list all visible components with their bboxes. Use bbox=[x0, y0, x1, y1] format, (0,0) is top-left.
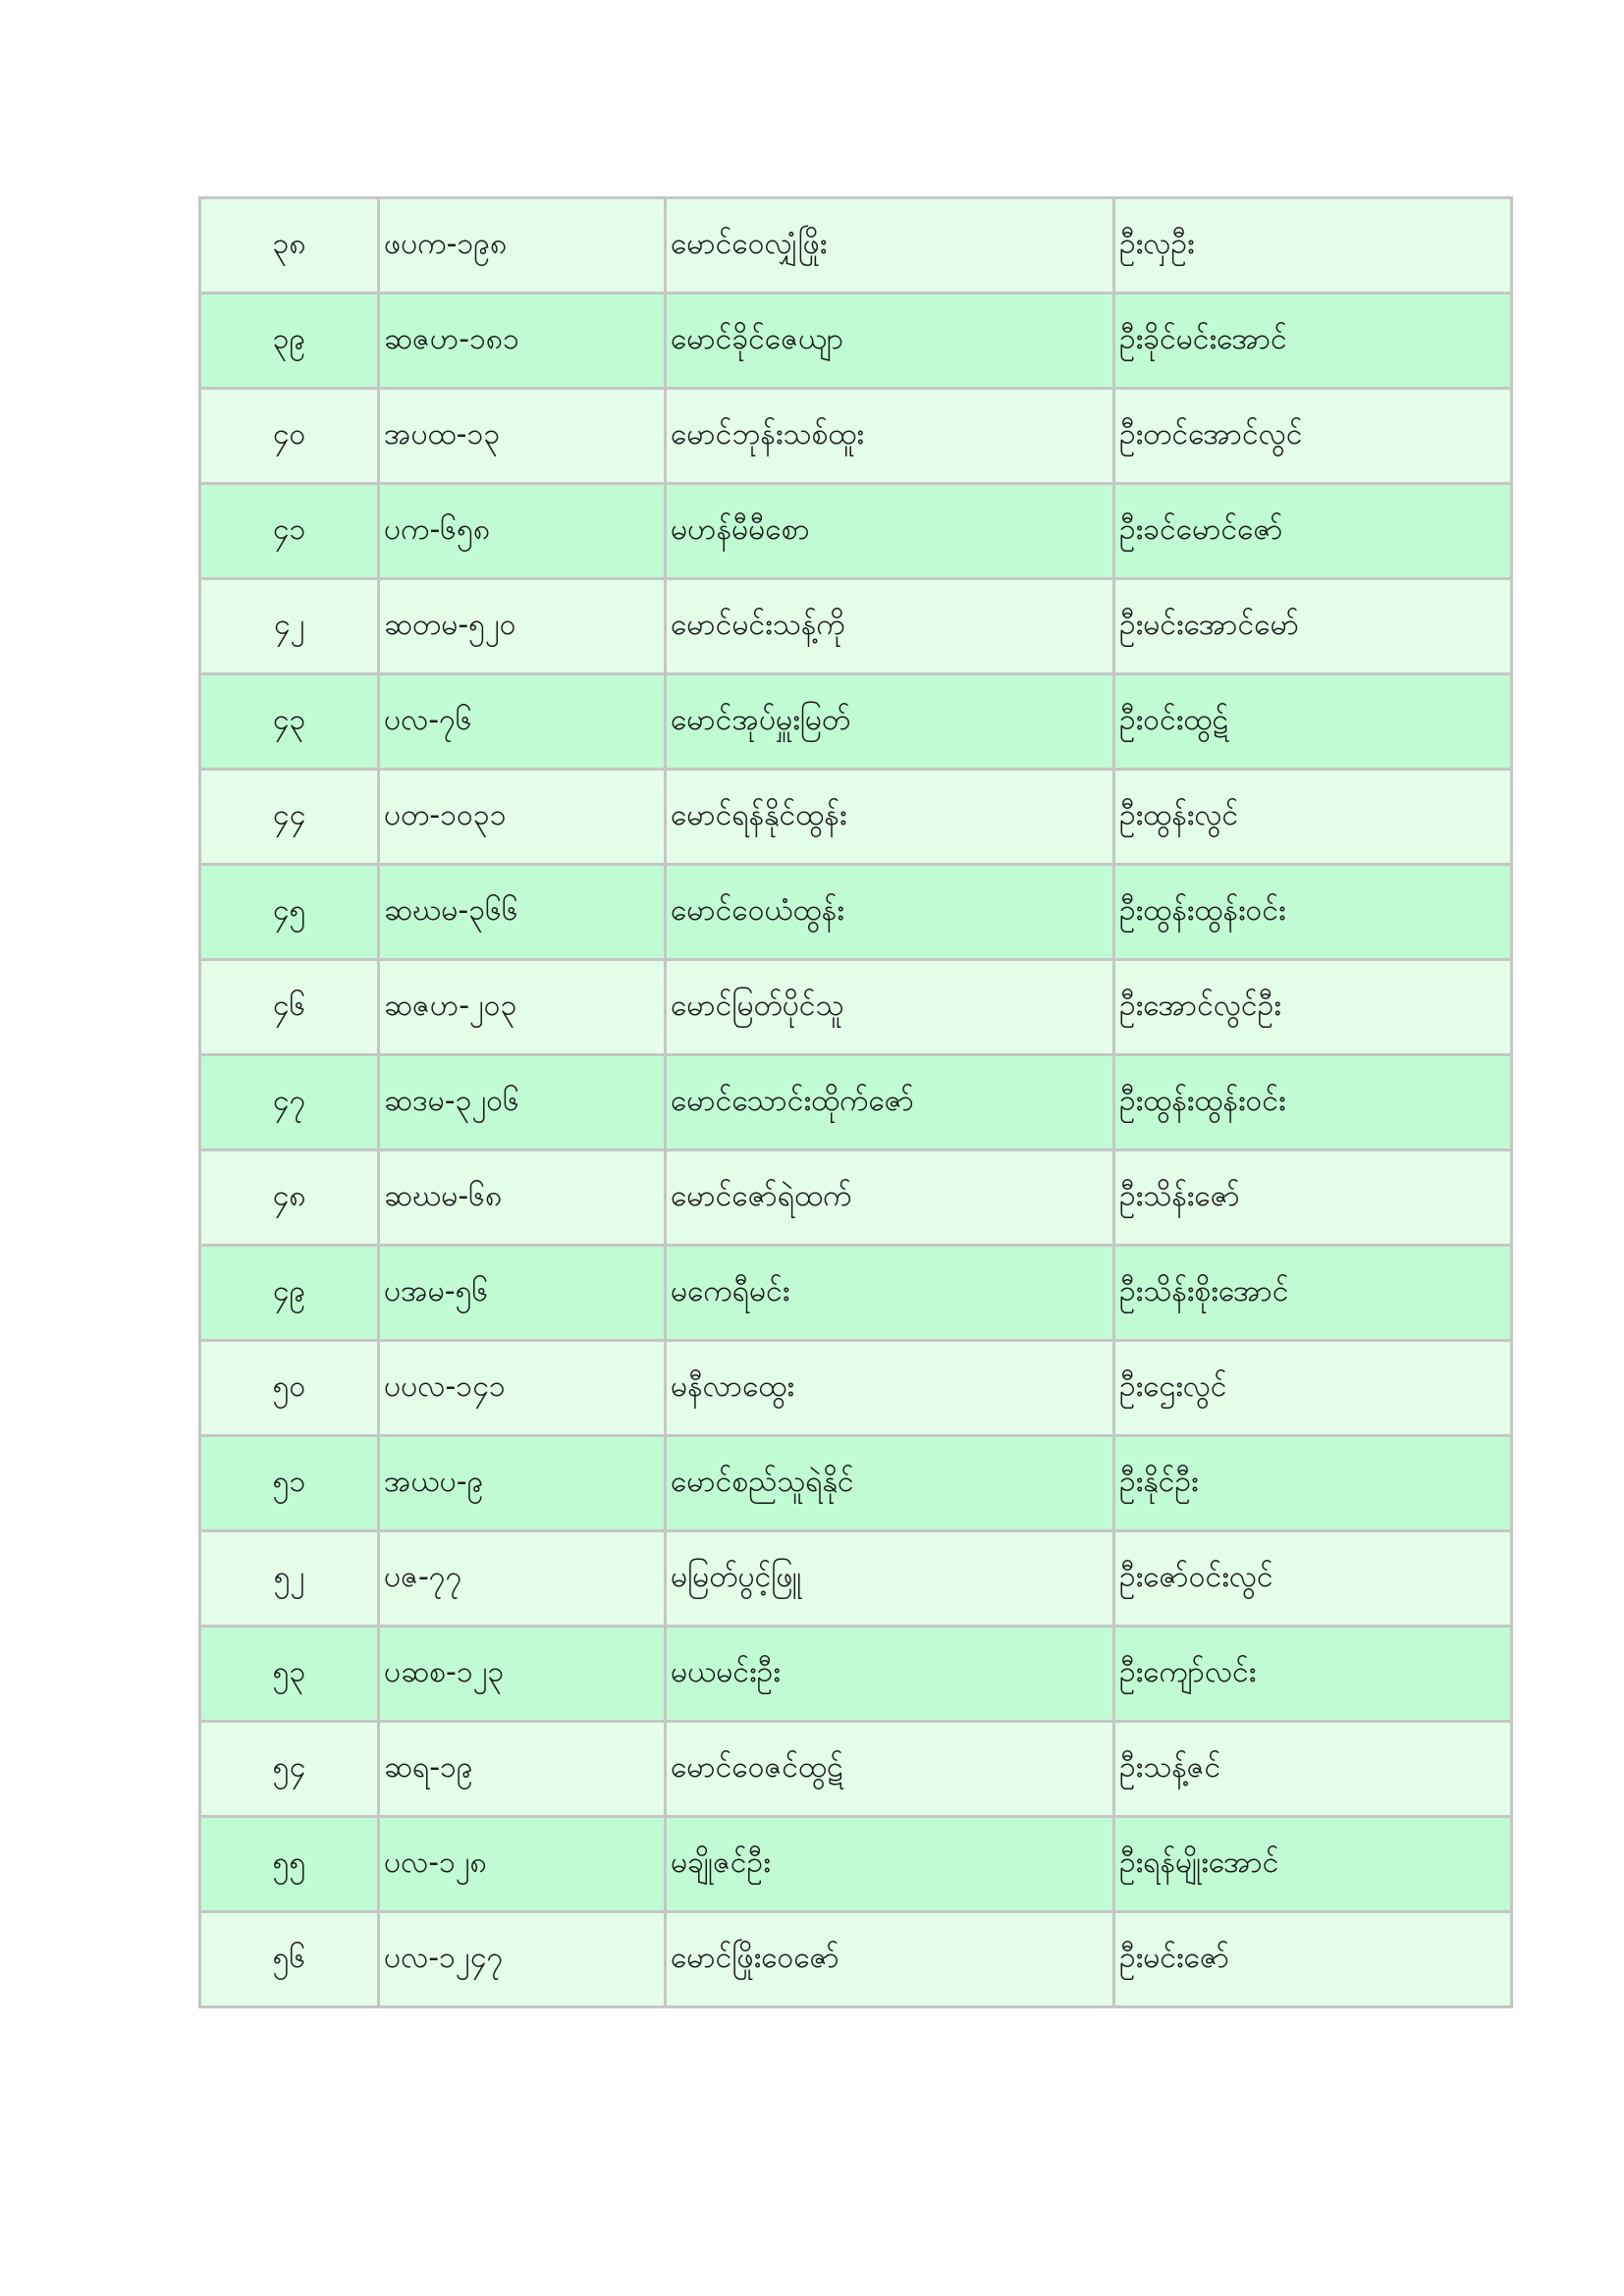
id-code-cell: ပလ-၁၂၈ bbox=[379, 1817, 666, 1912]
table-row bbox=[200, 1627, 1512, 1722]
id-code-cell: ဆဃမ-၃၆၆ bbox=[379, 865, 666, 960]
id-code-cell: ပပလ-၁၄၁ bbox=[379, 1341, 666, 1436]
id-code-cell: ဆတမ-၅၂၀ bbox=[379, 579, 666, 674]
row-number-cell: ၃၉ bbox=[200, 294, 379, 389]
father-name-cell: ဦးထွန်းလွင် bbox=[1114, 770, 1512, 865]
father-name-cell: ဦးသိန်းဇော် bbox=[1114, 1150, 1512, 1246]
father-name-cell: ဦးခင်မောင်ဇော် bbox=[1114, 484, 1512, 579]
id-code-cell: ပတ-၁၀၃၁ bbox=[379, 770, 666, 865]
student-name-cell: မနီလာထွေး bbox=[666, 1341, 1114, 1436]
table-row bbox=[200, 389, 1512, 484]
father-name-cell: ဦးအောင်လွင်ဦး bbox=[1114, 960, 1512, 1055]
father-name-cell: ဦးမင်းဇော် bbox=[1114, 1912, 1512, 2007]
table-row bbox=[200, 865, 1512, 960]
table-row bbox=[200, 579, 1512, 674]
row-number-cell: ၄၃ bbox=[200, 674, 379, 770]
student-name-cell: မဟန်မီမီစော bbox=[666, 484, 1114, 579]
father-name-cell: ဦးသိန်းစိုးအောင် bbox=[1114, 1246, 1512, 1341]
student-name-cell: မောင်ဇော်ရဲထက် bbox=[666, 1150, 1114, 1246]
row-number-cell: ၄၇ bbox=[200, 1055, 379, 1150]
student-name-cell: မောင်ဘုန်းသစ်ထူး bbox=[666, 389, 1114, 484]
row-number-cell: ၃၈ bbox=[200, 198, 379, 294]
father-name-cell: ဦးရန်မျိုးအောင် bbox=[1114, 1817, 1512, 1912]
father-name-cell: ဦးတင်အောင်လွင် bbox=[1114, 389, 1512, 484]
row-number-cell: ၅၀ bbox=[200, 1341, 379, 1436]
table-row bbox=[200, 1912, 1512, 2007]
row-number-cell: ၅၁ bbox=[200, 1436, 379, 1531]
id-code-cell: ပဆစ-၁၂၃ bbox=[379, 1627, 666, 1722]
id-code-cell: ဖပက-၁၉၈ bbox=[379, 198, 666, 294]
id-code-cell: ဆရ-၁၉ bbox=[379, 1722, 666, 1817]
row-number-cell: ၅၅ bbox=[200, 1817, 379, 1912]
id-code-cell: ဆဒမ-၃၂၀၆ bbox=[379, 1055, 666, 1150]
student-name-cell: မမြတ်ပွင့်ဖြူ bbox=[666, 1531, 1114, 1627]
table-row bbox=[200, 1722, 1512, 1817]
father-name-cell: ဦးဌေးလွင် bbox=[1114, 1341, 1512, 1436]
row-number-cell: ၅၆ bbox=[200, 1912, 379, 2007]
father-name-cell: ဦးသန့်ဇင် bbox=[1114, 1722, 1512, 1817]
row-number-cell: ၄၅ bbox=[200, 865, 379, 960]
id-code-cell: ပလ-၁၂၄၇ bbox=[379, 1912, 666, 2007]
father-name-cell: ဦးထွန်းထွန်းဝင်း bbox=[1114, 1055, 1512, 1150]
row-number-cell: ၄၂ bbox=[200, 579, 379, 674]
table-row bbox=[200, 674, 1512, 770]
row-number-cell: ၄၀ bbox=[200, 389, 379, 484]
father-name-cell: ဦးခိုင်မင်းအောင် bbox=[1114, 294, 1512, 389]
father-name-cell: ဦးနိုင်ဦး bbox=[1114, 1436, 1512, 1531]
table-row bbox=[200, 484, 1512, 579]
table-row bbox=[200, 770, 1512, 865]
student-name-cell: မချိုဇင်ဦး bbox=[666, 1817, 1114, 1912]
father-name-cell: ဦးလှဦး bbox=[1114, 198, 1512, 294]
row-number-cell: ၄၈ bbox=[200, 1150, 379, 1246]
table-body bbox=[200, 198, 1512, 2007]
id-code-cell: ပအမ-၅၆ bbox=[379, 1246, 666, 1341]
student-name-cell: မောင်ဝေလျှံဖြိုး bbox=[666, 198, 1114, 294]
table-row bbox=[200, 1817, 1512, 1912]
student-name-cell: မယမင်းဦး bbox=[666, 1627, 1114, 1722]
table-row bbox=[200, 1436, 1512, 1531]
student-name-cell: မောင်အုပ်မှူးမြတ် bbox=[666, 674, 1114, 770]
father-name-cell: ဦးဝင်းထွဋ် bbox=[1114, 674, 1512, 770]
table-row bbox=[200, 1531, 1512, 1627]
id-code-cell: ဆဇဟ-၁၈၁ bbox=[379, 294, 666, 389]
father-name-cell: ဦးထွန်းထွန်းဝင်း bbox=[1114, 865, 1512, 960]
student-name-cell: မောင်မြတ်ပိုင်သူ bbox=[666, 960, 1114, 1055]
table-row bbox=[200, 1246, 1512, 1341]
row-number-cell: ၄၁ bbox=[200, 484, 379, 579]
table-row bbox=[200, 1150, 1512, 1246]
student-name-cell: မောင်ဝေယံထွန်း bbox=[666, 865, 1114, 960]
row-number-cell: ၅၄ bbox=[200, 1722, 379, 1817]
student-name-cell: မောင်ဝေဇင်ထွဋ် bbox=[666, 1722, 1114, 1817]
id-code-cell: ပလ-၇၆ bbox=[379, 674, 666, 770]
row-number-cell: ၅၃ bbox=[200, 1627, 379, 1722]
id-code-cell: ဆဃမ-၆၈ bbox=[379, 1150, 666, 1246]
student-name-cell: မောင်စည်သူရဲနိုင် bbox=[666, 1436, 1114, 1531]
student-name-cell: မောင်သောင်းထိုက်ဇော် bbox=[666, 1055, 1114, 1150]
student-name-cell: မောင်ရန်နိုင်ထွန်း bbox=[666, 770, 1114, 865]
row-number-cell: ၅၂ bbox=[200, 1531, 379, 1627]
student-name-cell: မောင်မင်းသန့်ကို bbox=[666, 579, 1114, 674]
table-row bbox=[200, 1341, 1512, 1436]
id-code-cell: ပက-၆၅၈ bbox=[379, 484, 666, 579]
table-row bbox=[200, 294, 1512, 389]
student-table bbox=[198, 196, 1513, 2008]
row-number-cell: ၄၉ bbox=[200, 1246, 379, 1341]
row-number-cell: ၄၄ bbox=[200, 770, 379, 865]
father-name-cell: ဦးဇော်ဝင်းလွင် bbox=[1114, 1531, 1512, 1627]
student-name-cell: မောင်ခိုင်ဇေယျာ bbox=[666, 294, 1114, 389]
father-name-cell: ဦးမင်းအောင်မော် bbox=[1114, 579, 1512, 674]
table-row bbox=[200, 1055, 1512, 1150]
id-code-cell: အယပ-၉ bbox=[379, 1436, 666, 1531]
table-row bbox=[200, 198, 1512, 294]
row-number-cell: ၄၆ bbox=[200, 960, 379, 1055]
table-row bbox=[200, 960, 1512, 1055]
student-name-cell: မကေရီမင်း bbox=[666, 1246, 1114, 1341]
id-code-cell: ဆဇဟ-၂၀၃ bbox=[379, 960, 666, 1055]
father-name-cell: ဦးကျော်လင်း bbox=[1114, 1627, 1512, 1722]
id-code-cell: အပထ-၁၃ bbox=[379, 389, 666, 484]
student-name-cell: မောင်ဖြိုးဝေဇော် bbox=[666, 1912, 1114, 2007]
id-code-cell: ပဇ-၇၇ bbox=[379, 1531, 666, 1627]
